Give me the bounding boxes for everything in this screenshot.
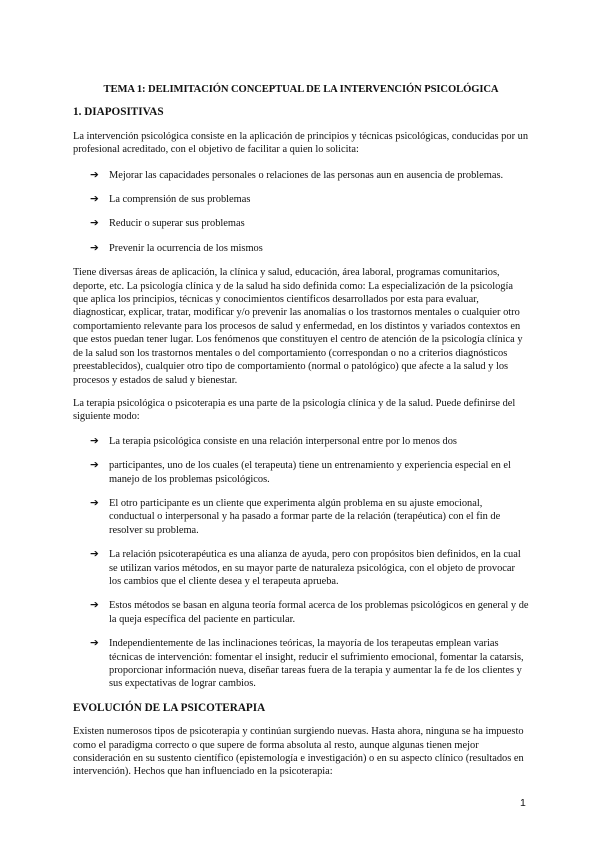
list-item: ➔ Mejorar las capacidades personales o relaciones de las personas aun en ausencia de problemas. xyxy=(90,168,504,181)
section-heading-evolucion: EVOLUCIÓN DE LA PSICOTERAPIA xyxy=(73,701,266,714)
section-heading-diapositivas: 1. DIAPOSITIVAS xyxy=(73,106,164,119)
arrow-right-icon: ➔ xyxy=(90,193,99,206)
arrow-right-icon: ➔ xyxy=(90,459,99,472)
objectives-list xyxy=(73,169,529,256)
list-item: ➔ Reducir o superar sus problemas xyxy=(90,217,245,230)
document-title: TEMA 1: DELIMITACIÓN CONCEPTUAL DE LA INTERVENCIÓN PSICOLÓGICA xyxy=(103,84,499,95)
arrow-right-icon: ➔ xyxy=(90,241,99,254)
arrow-right-icon: ➔ xyxy=(90,217,99,230)
arrow-right-icon: ➔ xyxy=(90,637,99,650)
arrow-right-icon: ➔ xyxy=(90,548,99,561)
document-page xyxy=(73,83,529,789)
list-item: ➔ Independientemente de las inclinaciones teóricas, la mayoría de los terapeutas emplean varias técnicas de intervención: fomentar el insight, reducir el sufrimiento emocional, fomentar la catarsis, proporcionar información nueva, diseñar tareas fuera de la terapia y aumentar la fe de los clientes y sus expectativas de lograr cambios. xyxy=(90,637,524,690)
list-item: ➔ Estos métodos se basan en alguna teoría formal acerca de los problemas psicológicos en general y de la queja específica del paciente en particular. xyxy=(90,599,529,625)
arrow-right-icon: ➔ xyxy=(90,496,99,509)
list-item: ➔ La relación psicoterapéutica es una alianza de ayuda, pero con propósitos bien definidos, en la cual se utilizan varios métodos, en su mayor parte de naturaleza psicológica, con el objeto de provocar los cambios que el cliente desea y el terapeuta aprueba. xyxy=(90,548,521,587)
list-item: ➔ La terapia psicológica consiste en una relación interpersonal entre por lo menos dos xyxy=(90,434,457,447)
list-item: ➔ Prevenir la ocurrencia de los mismos xyxy=(90,241,263,254)
list-item: ➔ La comprensión de sus problemas xyxy=(90,193,251,206)
intro-paragraph: La intervención psicológica consiste en la aplicación de principios y técnicas psicológicas, conducidas por un profesional acreditado, con el objetivo de facilitar a quien lo solicita: xyxy=(73,130,529,156)
therapy-definition-paragraph: La terapia psicológica o psicoterapia es una parte de la psicología clínica y de la salud. Puede definirse del siguiente modo: xyxy=(73,397,516,423)
list-item: ➔ El otro participante es un cliente que experimenta algún problema en su ajuste emocional, conductual o interpersonal y ha pasado a formar parte de la relación (terapéutica) con el fin de resolver su problema. xyxy=(90,496,501,536)
arrow-right-icon: ➔ xyxy=(90,434,99,447)
list-item: ➔ participantes, uno de los cuales (el terapeuta) tiene un entrenamiento y experiencia especial en el manejo de los problemas psicológicos. xyxy=(90,459,511,485)
arrow-right-icon: ➔ xyxy=(90,168,99,181)
evolution-paragraph: Existen numerosos tipos de psicoterapia y continúan surgiendo nuevas. Hasta ahora, ninguna se ha impuesto como el paradigma correcto o que supere de forma absoluta al resto, aunque algunas tienen mejor consideración en su sustento científico (epistemología e investigación) o en su aspecto clínico (resultados en intervención). Hechos que han influenciado en la psicoterapia: xyxy=(73,726,524,778)
arrow-right-icon: ➔ xyxy=(90,599,99,612)
therapy-definition-list xyxy=(73,435,529,691)
application-areas-paragraph: Tiene diversas áreas de aplicación, la clínica y salud, educación, área laboral, programas comunitarios, deporte, etc. La psicología clínica y de la salud ha sido definida como: La especialización de la psicología que aplica los principios, técnicas y conocimientos científicos desarrollados por esta para evaluar, diagnosticar, explicar, tratar, modificar y/o prevenir las anomalías o los trastornos mentales o cualquier otro comportamiento relevante para los procesos de salud y enfermedad, en los distintos y variados contextos en que estos puedan tener lugar. Los fenómenos que constituyen el centro de atención de la psicología clínica y de la salud son los trastornos mentales o del comportamiento (correspondan o no a criterios diagnósticos preestablecidos), cualquier otro tipo de comportamiento (normal o patológico) que afecte a la salud y los procesos y estados de salud y bienestar. xyxy=(73,267,523,386)
page-number: 1 xyxy=(520,797,526,809)
